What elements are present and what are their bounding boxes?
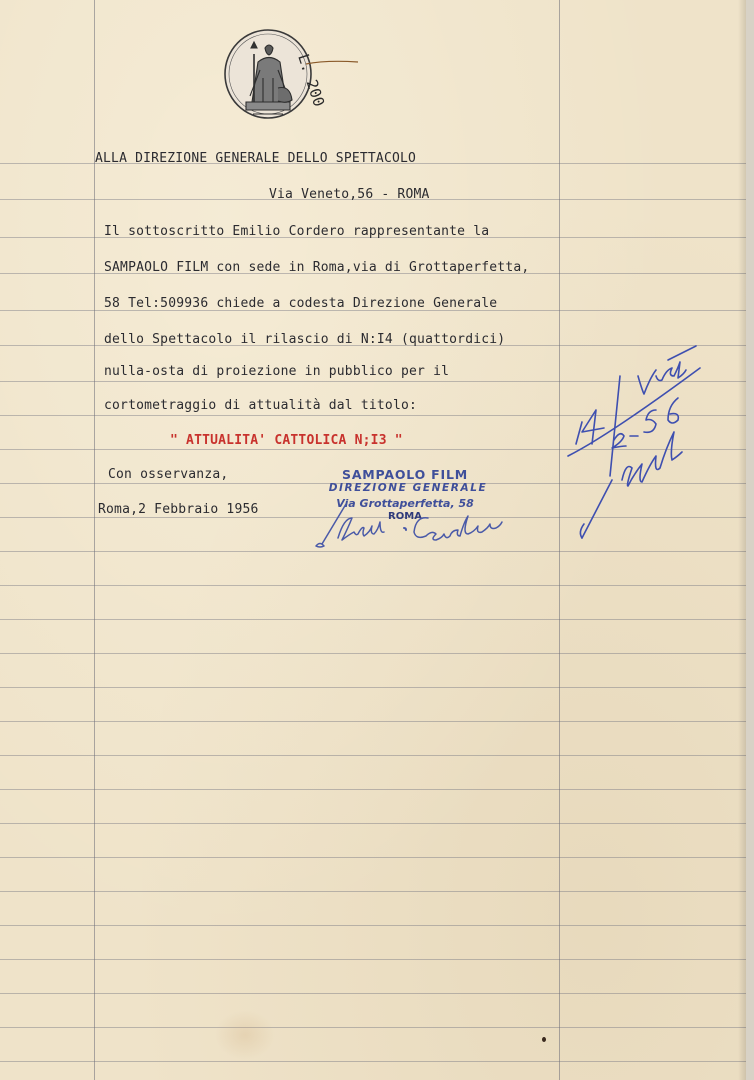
page-edge-shadow: [738, 0, 746, 1080]
company-stamp-department: DIREZIONE GENERALE: [328, 482, 488, 494]
ruled-line: [0, 585, 746, 586]
company-stamp-address: Via Grottaperfetta, 58: [336, 497, 474, 510]
ruled-line: [0, 789, 746, 790]
body-line-1: Il sottoscritto Emilio Cordero rappresentante la: [104, 224, 490, 239]
signature-emilio-cordero: [308, 500, 553, 555]
revenue-stamp-icon: [218, 18, 338, 128]
paper-stain: [215, 1010, 275, 1060]
body-line-6: cortometraggio di attualità dal titolo:: [104, 398, 418, 413]
ruled-line: [0, 959, 746, 960]
ruled-line: [0, 925, 746, 926]
company-stamp-name: SAMPAOLO FILM: [342, 467, 468, 482]
revenue-stamp-value: L. 200: [294, 51, 329, 109]
ruled-line: [0, 993, 746, 994]
ruled-line: [0, 721, 746, 722]
ink-dot: [542, 1037, 546, 1042]
ruled-line: [0, 857, 746, 858]
body-line-2: SAMPAOLO FILM con sede in Roma,via di Grottaperfetta,: [104, 260, 530, 275]
address-line: Via Veneto,56 - ROMA: [269, 187, 430, 202]
approval-annotation-handwriting: [560, 340, 710, 545]
body-line-5: nulla-osta di proiezione in pubblico per il: [104, 364, 450, 379]
ruled-line: [0, 1027, 746, 1028]
ruled-line: [0, 653, 746, 654]
company-stamp-city: ROMA: [388, 511, 422, 522]
ruled-line: [0, 891, 746, 892]
closing-line: Con osservanza,: [108, 467, 229, 482]
ruled-line: [0, 1061, 746, 1062]
ruled-line: [0, 687, 746, 688]
addressee-line: ALLA DIREZIONE GENERALE DELLO SPETTACOLO: [95, 151, 417, 166]
ruled-line: [0, 823, 746, 824]
body-line-3: 58 Tel:509936 chiede a codesta Direzione Generale: [104, 296, 498, 311]
place-date: Roma,2 Febbraio 1956: [98, 502, 259, 517]
ruled-line: [0, 619, 746, 620]
body-line-4: dello Spettacolo il rilascio di N:I4 (quattordici): [104, 332, 506, 347]
ruled-line: [0, 755, 746, 756]
film-title: " ATTUALITA' CATTOLICA N;I3 ": [170, 433, 403, 448]
